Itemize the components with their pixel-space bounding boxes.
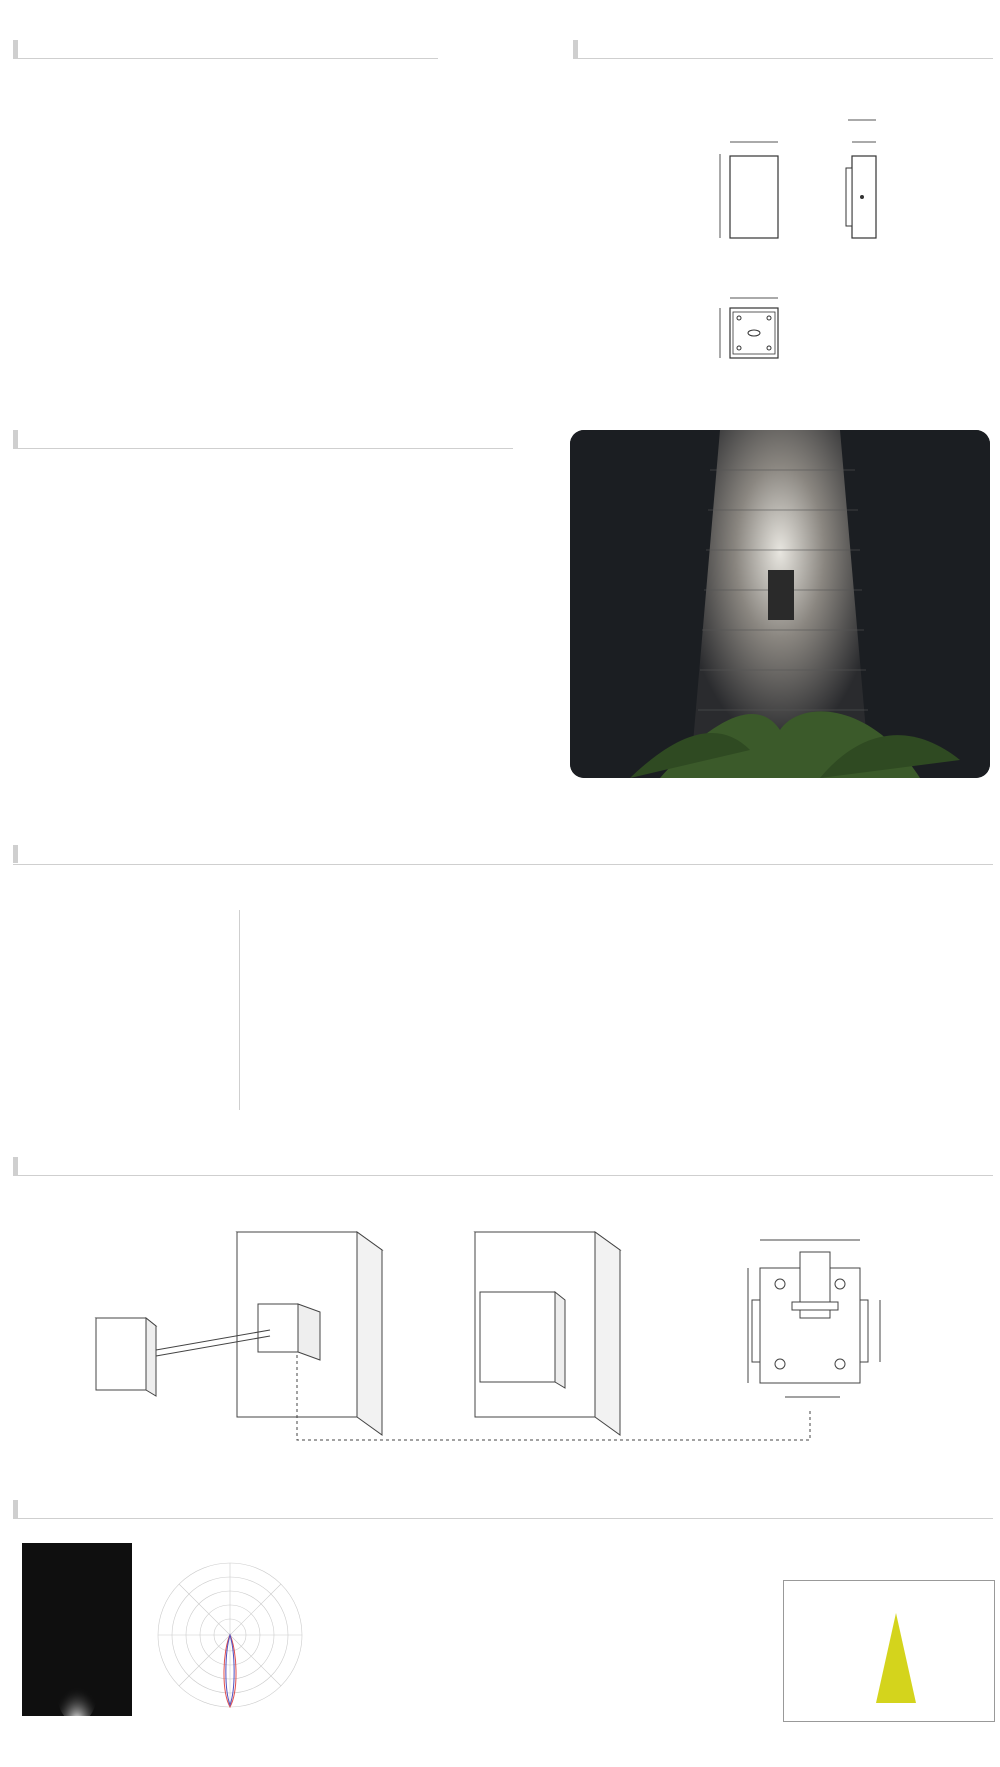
instruction-rule	[13, 1175, 993, 1176]
lux-table	[783, 1580, 995, 1722]
product-photo	[570, 430, 990, 778]
lux-beam-cone	[876, 1613, 916, 1703]
beam-panel	[22, 1543, 132, 1716]
bottom-view	[730, 308, 778, 358]
painting-divider	[239, 910, 240, 1110]
linear-drawing-svg	[680, 100, 900, 370]
specification-title	[13, 430, 513, 448]
polar-diagram	[155, 1560, 305, 1710]
front-view	[730, 156, 778, 238]
linear-drawing-rule	[573, 58, 993, 59]
mount-plate	[258, 1304, 298, 1352]
product-title	[13, 40, 438, 58]
photometric-rule	[13, 1518, 993, 1519]
linear-drawing-title	[573, 40, 993, 58]
specification-rule	[13, 448, 513, 449]
painting-rule	[13, 864, 993, 865]
instruction-svg	[80, 1220, 920, 1460]
product-title-rule	[13, 58, 438, 59]
lamp	[768, 570, 794, 620]
mounted-fixture	[480, 1292, 555, 1382]
painting-title	[13, 845, 993, 863]
photometric-title	[13, 1500, 993, 1518]
instruction-title	[13, 1157, 993, 1175]
light-distribution-chart	[330, 1575, 770, 1725]
